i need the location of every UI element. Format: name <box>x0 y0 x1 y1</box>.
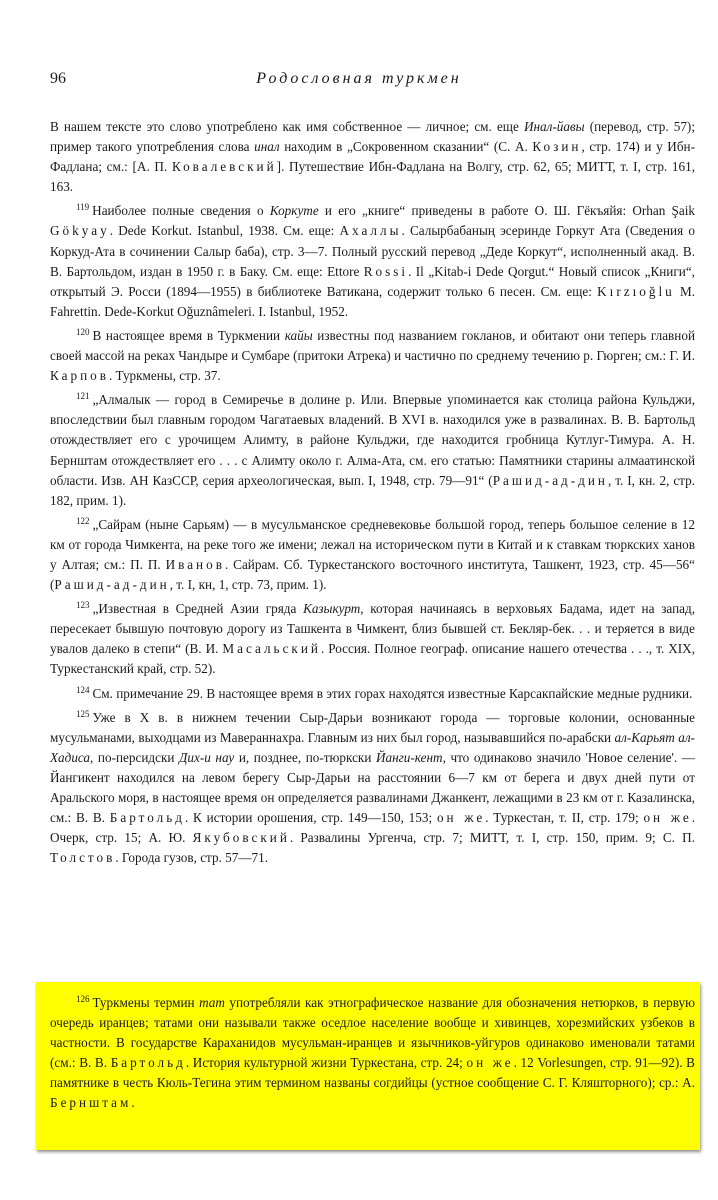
text-run: В нашем тексте это слово употреблено как имя собственное — личное; см. еще <box>50 119 524 134</box>
text-run: В настоящее время в Туркмении <box>92 327 285 343</box>
footnotes-body <box>50 117 695 868</box>
footnote-125 <box>50 704 695 869</box>
italic-term: Коркуте <box>269 203 319 219</box>
author-name: Бартольд <box>110 1055 186 1071</box>
text-run: „Сайрам (ныне Сарьям) — в мусульманское средневековье большой город, теперь большое селение в 12 км от города Чимкента, на реке того же имени; лежал на историческом пути в Китай и к ставкам тюркских ханов у Алтая; см.: П. П. <box>50 516 695 572</box>
italic-term: Йанги-кент <box>376 749 443 765</box>
author-name: Карпов <box>50 368 109 384</box>
author-name: он же <box>466 1055 514 1071</box>
text-run: ]. Путешествие Ибн-Фадлана на Волгу, стр. 62, 65; МИТТ, т. I, стр. 161, 163. <box>50 159 695 195</box>
text-run: (перевод, стр. 57); пример такого употребления слова <box>50 119 695 155</box>
text-run: . Города гузов, стр. 57—71. <box>115 850 269 866</box>
author-name: Рашид-ад-дин <box>54 577 170 593</box>
highlighted-footnote-126 <box>50 989 695 1114</box>
text-run: , по-персидски <box>90 749 179 765</box>
footnote-number: 124 <box>76 684 90 695</box>
author-name: Рашид-ад-дин <box>492 472 608 488</box>
text-run: . Dede Korkut. Istanbul, 1938. См. еще: <box>109 223 340 239</box>
italic-term: Дих-и нау <box>179 749 235 765</box>
text-run: употребляли как этнографическое название для обозначения нетюрков, в первую очередь иранцев; татами они называли также оседлое население вообще и хивинцев, хорезмийских узбеков в частности. В государстве Караханидов мусульман-иранцев и язычников-уйгуров одинаково именовали татами (см.: В. В. <box>50 995 695 1071</box>
text-run: , т. I, кн. 2, стр. 182, прим. 1). <box>50 472 695 508</box>
footnote-number: 123 <box>76 600 90 611</box>
footnote-number: 119 <box>76 202 90 213</box>
footnote-122 <box>50 511 695 595</box>
footnote-continuation <box>50 117 695 197</box>
footnote-number: 126 <box>76 994 90 1004</box>
footnote-120 <box>50 322 695 386</box>
text-run: и его „книге“ приведены в работе О. Ш. Гёкъяйя: Orhan Şaik <box>318 203 696 219</box>
text-run: Уже в X в. в нижнем течении Сыр-Дарьи возникают города — торговые колонии, основанные мусульманами, выходцами из Мавераннахра. Главным из них был город, называвшийся по-арабски <box>50 709 695 745</box>
author-name: Gökyay <box>50 223 110 239</box>
text-run: известны под названием гокланов, и обитают они теперь главной своей массой на реках Чандыре и Сумбаре (притоки Атрека) и частично по среднему течению р. Гюрген; см.: Г. И. <box>50 327 695 364</box>
text-run: . Салырбабаның эсеринде Горкут Ата (Сведения о Коркуд-Ата в сочинении Салыр баба), стр. 3—7. Полный русский перевод „Деде Коркут“, исполненный акад. В. В. Бартольдом, издан в 1950 г. в Баку. См. еще: Ettore <box>50 223 695 279</box>
text-run: , что одинаково значило 'Новое селение'. — Йангикент находился на левом берегу Сыр-Дарьи на расстоянии 6—7 км от берега и двух дней пути от Аральского моря, в настоящее время он определяется развалинами Джанкент, лежащими в 23 км от г. Казалинска, см.: В. В. <box>50 749 695 826</box>
author-name: Якубовский <box>192 830 290 846</box>
page-number: 96 <box>50 70 66 87</box>
text-run: , стр. 174) и у Ибн-Фадлана; см.: [А. П. <box>50 139 695 175</box>
text-run: , т. I, кн, 1, стр. 73, прим. 1). <box>169 577 327 593</box>
text-run: . 12 Vorlesungen, стр. 91—92). В памятнике в честь Кюль-Тегина этим термином названы согдийцы (устное сообщение С. Г. Кляшторного); ср.: А. <box>50 1055 695 1091</box>
footnote-number: 125 <box>76 708 90 719</box>
text-run: . <box>131 1095 135 1111</box>
text-run: . Il „Kitab-i Dede Qorgut.“ Новый список „Книги“, открытый Э. Росси (1894—1955) в библиотеке Ватикана, содержит только 6 песен. См. еще: <box>50 263 695 299</box>
author-name: Ахаллы <box>339 223 402 239</box>
author-name: Масальский <box>222 641 321 657</box>
text-run: . К истории орошения, стр. 149—150, 153; <box>184 810 437 826</box>
text-run: Наиболее полные сведения о <box>92 203 270 219</box>
text-run: и, позднее, по-тюркски <box>234 749 376 765</box>
author-name: Rossi <box>363 263 409 279</box>
author-name: Иванов <box>165 556 225 572</box>
text-run: . Развалины Ургенча, стр. 7; МИТТ, т. I, стр. 150, прим. 9; С. П. <box>289 830 695 846</box>
italic-term: Казыкурт <box>303 601 361 617</box>
author-name: он же <box>436 810 486 826</box>
author-name: Козин <box>532 139 582 155</box>
running-title: Родословная туркмен <box>256 70 462 87</box>
author-name: Бартольд <box>109 810 185 826</box>
footnote-number: 122 <box>76 515 90 526</box>
author-name: Ковалевский <box>171 159 277 175</box>
italic-term: инал <box>254 139 280 155</box>
text-run: M. Fahrettin. Dede-Korkut Oğuznâmeleri. I. Istanbul, 1952. <box>50 283 695 319</box>
text-run: „Известная в Средней Азии гряда <box>92 601 304 617</box>
italic-term: ал-Карьят ал-Хадиса <box>50 729 695 765</box>
footnote-number: 120 <box>76 326 90 337</box>
italic-term: кайы <box>284 327 313 343</box>
author-name: Толстов <box>50 850 116 866</box>
italic-term: тат <box>199 995 225 1010</box>
text-run: . Туркестан, т. II, стр. 179; <box>485 810 644 826</box>
author-name: Kırzıoğlu <box>597 283 675 299</box>
footnote-124 <box>50 680 695 704</box>
footnote-121 <box>50 386 695 511</box>
text-run: . История культурной жизни Туркестана, стр. 24; <box>185 1055 467 1071</box>
text-run: См. примечание 29. В настоящее время в этих горах находятся известные Карсакпайские медные рудники. <box>92 685 693 701</box>
footnote-119 <box>50 197 695 322</box>
author-name: Бернштам <box>50 1095 132 1111</box>
text-run: „Алмалык — город в Семиречье в долине р. Или. Впервые упоминается как столица района Кульджи, впоследствии был главным городом Чагатаевых владений. В XVI в. находился уже в развалинах. В. В. Бартольд отождествляет его с урочищем Алимту, в районе Кульджи, где находится гробница Кутлуг-Тимура. А. Н. Бернштам отождествляет его . . . с Алимту около г. Алма-Ата, см. его статью: Памятники старины алмаатинской области. Изв. АН КазССР, серия археологическая, вып. I, 1948, стр. 79—91“ ( <box>50 392 695 488</box>
text-run: Туркмены термин <box>92 995 200 1010</box>
text-run: . Сайрам. Сб. Туркестанского восточного института, Ташкент, 1923, стр. 45—56“ ( <box>50 556 695 593</box>
footnote-number: 121 <box>76 391 90 402</box>
text-run: , которая начинаясь в верховьях Бадама, идет на запад, пересекает бывшую почтовую дорогу из Ташкента в Чимкент, близ бывшей ст. Бекляр-бек. . . и теряется в виде увалов далеко в степи“ (В. И. <box>50 601 695 657</box>
text-run: находим в „Сокровенном сказании“ (С. А. <box>279 139 533 155</box>
footnote-123 <box>50 595 695 679</box>
text-run: . Очерк, стр. 15; А. Ю. <box>50 810 695 846</box>
author-name: он же <box>643 810 692 826</box>
italic-term: Инал-йавы <box>523 119 585 134</box>
text-run: . Туркмены, стр. 37. <box>108 368 221 384</box>
text-run: . Россия. Полное географ. описание нашего отечества . . ., т. XIX, Туркестанский край, стр. 52). <box>50 641 695 677</box>
